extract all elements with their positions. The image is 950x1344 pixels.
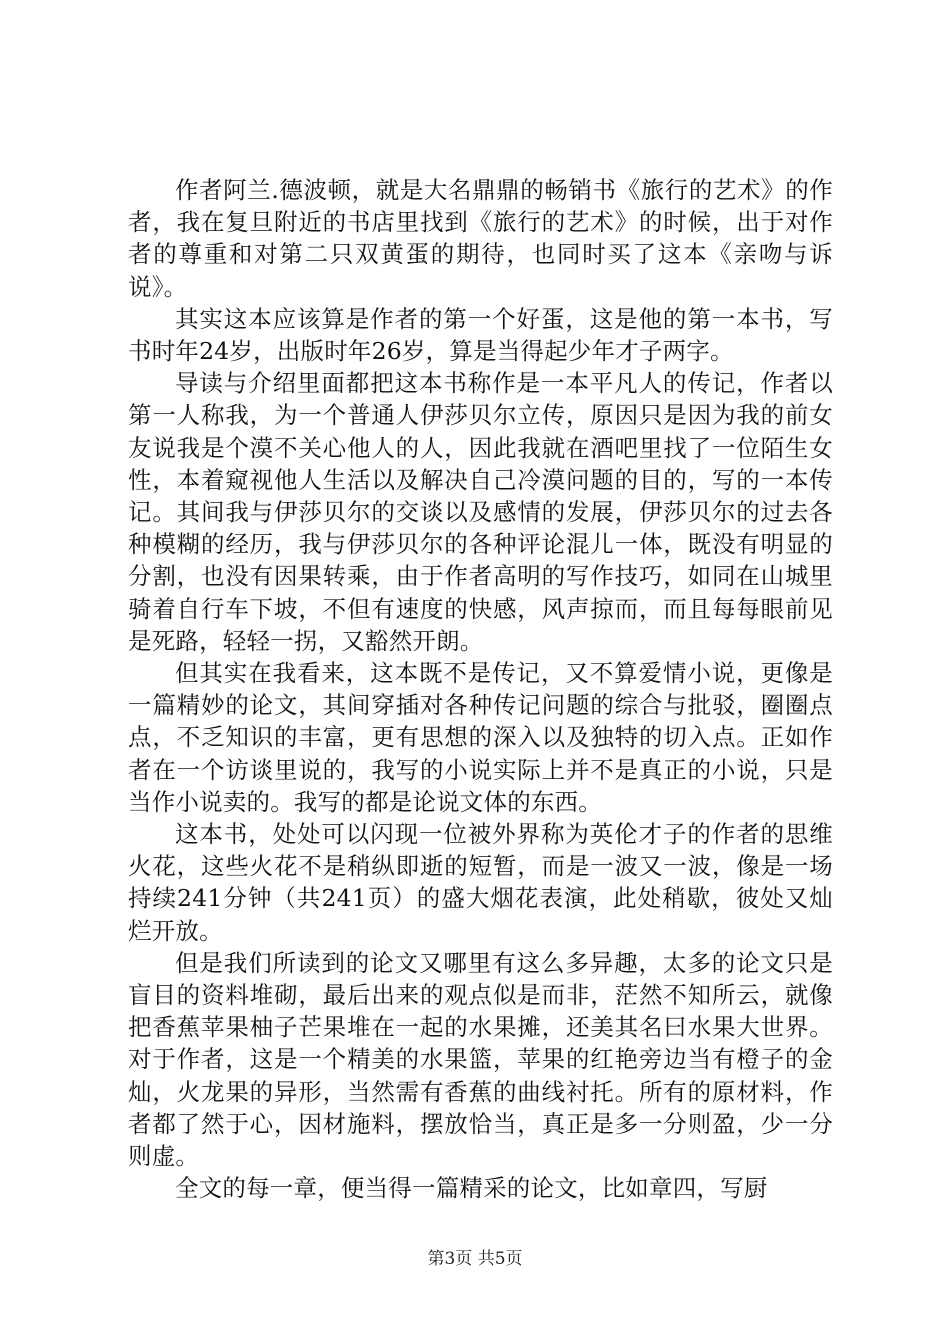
- paragraph-3: 导读与介绍里面都把这本书称作是一本平凡人的传记，作者以第一人称我，为一个普通人伊莎贝尔立传，原因只是因为我的前女友说我是个漠不关心他人的人，因此我就在酒吧里找了一位陌生女性，本着窥视他人生活以及解决自己冷漠问题的目的，写的一本传记。其间我与伊莎贝尔的交谈以及感情的发展，伊莎贝尔的过去各种模糊的经历，我与伊莎贝尔的各种评论混儿一体，既没有明显的分割，也没有因果转乘，由于作者高明的写作技巧，如同在山城里骑着自行车下坡，不但有速度的快感，风声掠而，而且每每眼前见是死路，轻轻一拐，又豁然开朗。: [128, 369, 833, 655]
- paragraph-5: 这本书，处处可以闪现一位被外界称为英伦才子的作者的思维火花，这些火花不是稍纵即逝的短暂，而是一波又一波，像是一场持续241分钟（共241页）的盛大烟花表演，此处稍歇，彼处又灿烂开放。: [128, 820, 833, 945]
- paragraph-4: 但其实在我看来，这本既不是传记，又不算爱情小说，更像是一篇精妙的论文，其间穿插对各种传记问题的综合与批驳，圈圈点点，不乏知识的丰富，更有思想的深入以及独特的切入点。正如作者在一个访谈里说的，我写的小说实际上并不是真正的小说，只是当作小说卖的。我写的都是论说文体的东西。: [128, 659, 833, 816]
- page-footer: 第3页 共5页: [427, 1249, 523, 1269]
- paragraph-2: 其实这本应该算是作者的第一个好蛋，这是他的第一本书，写书时年24岁，出版时年26岁，算是当得起少年才子两字。: [128, 304, 833, 366]
- paragraph-6: 但是我们所读到的论文又哪里有这么多异趣，太多的论文只是盲目的资料堆砌，最后出来的观点似是而非，茫然不知所云，就像把香蕉苹果柚子芒果堆在一起的水果摊，还美其名曰水果大世界。对于作者，这是一个精美的水果篮，苹果的红艳旁边当有橙子的金灿，火龙果的异形，当然需有香蕉的曲线衬托。所有的原材料，作者都了然于心，因材施料，摆放恰当，真正是多一分则盈，少一分则虚。: [128, 948, 833, 1171]
- paragraph-1: 作者阿兰.德波顿，就是大名鼎鼎的畅销书《旅行的艺术》的作者，我在复旦附近的书店里找到《旅行的艺术》的时候，出于对作者的尊重和对第二只双黄蛋的期待，也同时买了这本《亲吻与诉说》。: [128, 176, 833, 301]
- document-body: [128, 174, 833, 1205]
- paragraph-7: 全文的每一章，便当得一篇精采的论文，比如章四，写厨: [175, 1174, 768, 1203]
